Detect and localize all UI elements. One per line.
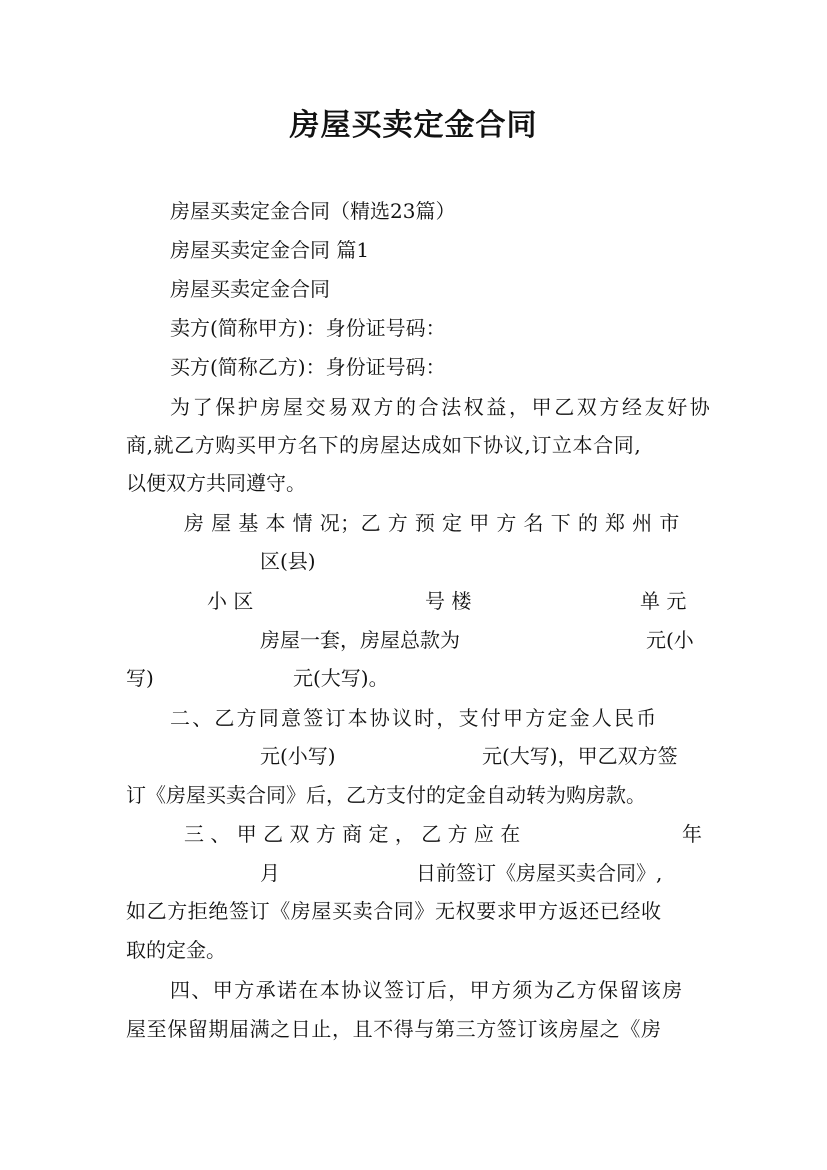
yuan-lower-text: 元(小	[646, 628, 694, 652]
clause-two-line: 订《房屋买卖合同》后，乙方支付的定金自动转为购房款。	[126, 783, 646, 807]
buyer-line: 买方(简称乙方)：身份证号码：	[170, 355, 446, 379]
clause-four-line: 屋至保留期届满之日止，且不得与第三方签订该房屋之《房	[126, 1017, 662, 1041]
upper-case-text: 元(大写)。	[293, 666, 389, 690]
section-heading: 房屋买卖定金合同 篇1	[170, 238, 370, 262]
clause-three-line: 取的定金。	[126, 938, 226, 962]
document-title: 房屋买卖定金合同	[289, 108, 538, 143]
clause-one-line: 房 屋 基 本 情 况；乙 方 预 定 甲 方 名 下 的 郑 州 市	[184, 511, 680, 535]
building-label: 号 楼	[425, 589, 472, 613]
year-text: 年	[682, 822, 702, 846]
paragraph-line: 以便双方共同遵守。	[126, 471, 306, 495]
paragraph-line: 为了保护房屋交易双方的合法权益，甲乙双方经友好协	[170, 395, 713, 419]
lower-case-text: 写)	[126, 666, 154, 690]
seller-line: 卖方(简称甲方)：身份证号码：	[170, 316, 446, 340]
month-text: 月	[260, 861, 280, 885]
clause-two-line: 二、乙方同意签订本协议时，支付甲方定金人民币	[170, 706, 659, 730]
deposit-upper-text: 元(大写)，甲乙双方签	[482, 744, 678, 768]
subtitle-line: 房屋买卖定金合同（精选23篇）	[170, 199, 456, 223]
total-price-text: 房屋一套，房屋总款为	[260, 628, 460, 652]
clause-one-line: 区(县)	[260, 549, 316, 573]
contract-name-line: 房屋买卖定金合同	[170, 277, 330, 301]
day-text: 日前签订《房屋买卖合同》,	[416, 861, 663, 885]
clause-three-line: 如乙方拒绝签订《房屋买卖合同》无权要求甲方返还已经收	[126, 899, 662, 923]
unit-label: 单 元	[640, 589, 687, 613]
deposit-lower-text: 元(小写)	[260, 744, 336, 768]
community-label: 小 区	[207, 589, 254, 613]
paragraph-line: 商,就乙方购买甲方名下的房屋达成如下协议,订立本合同,	[126, 433, 642, 457]
clause-three-line: 三 、 甲 乙 双 方 商 定 ， 乙 方 应 在	[184, 822, 521, 846]
clause-four-line: 四、甲方承诺在本协议签订后，甲方须为乙方保留该房	[170, 978, 684, 1002]
